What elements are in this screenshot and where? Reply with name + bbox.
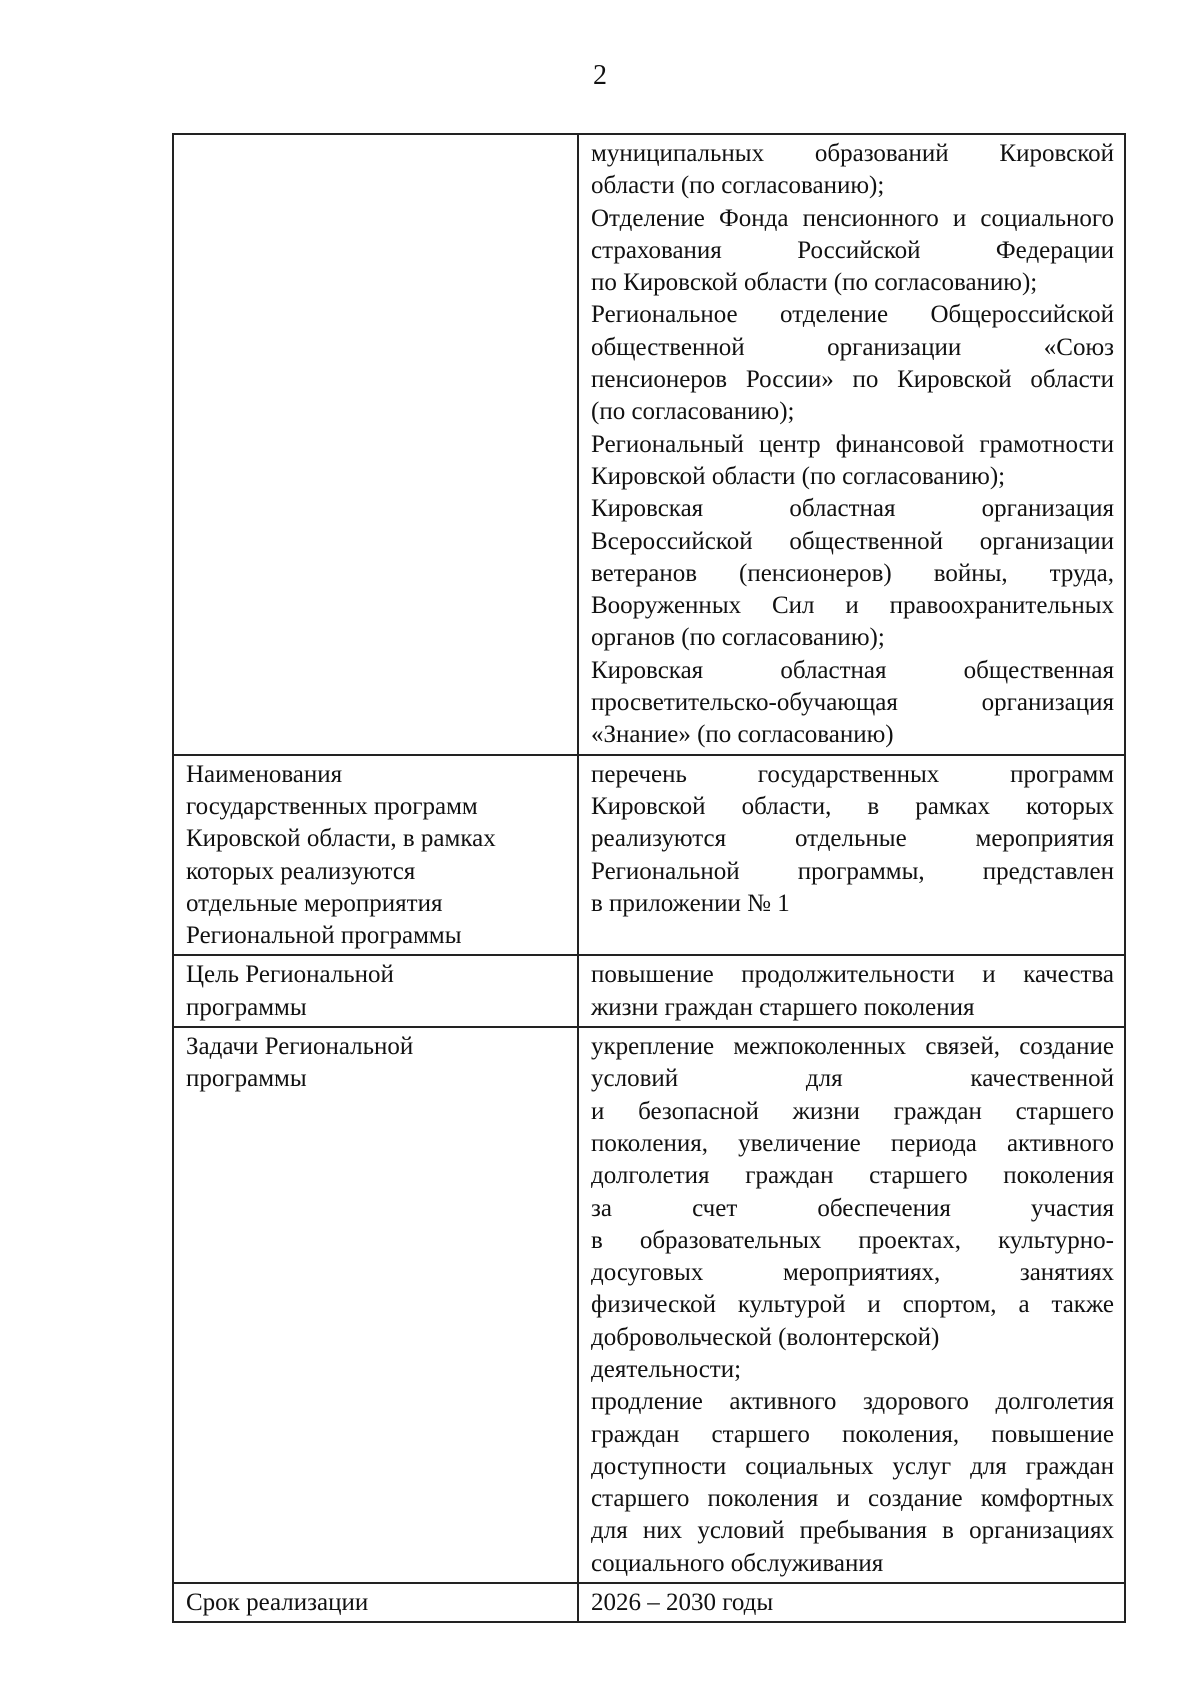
value-line: Региональный центр финансовой грамотности xyxy=(591,430,1114,458)
row-value-cell xyxy=(578,955,1125,1027)
value-line: 2026 – 2030 годы xyxy=(591,1589,774,1617)
row-value-cell xyxy=(578,755,1125,956)
value-line: муниципальных образований Кировской xyxy=(591,140,1114,167)
row-label-cell xyxy=(173,1027,578,1583)
value-line: Кировской области, в рамках которых xyxy=(591,792,1114,820)
value-line: продление активного здорового долголетия xyxy=(591,1388,1114,1416)
value-line: социального обслуживания xyxy=(591,1549,884,1577)
value-line: деятельности; xyxy=(591,1355,742,1383)
value-line: перечень государственных программ xyxy=(591,760,1114,788)
table-row xyxy=(173,1027,1125,1583)
table-row xyxy=(173,134,1125,755)
value-line: (по согласованию); xyxy=(591,398,795,426)
value-line: просветительско-обучающая организация xyxy=(591,689,1114,717)
value-line: пенсионеров России» по Кировской области xyxy=(591,366,1114,394)
value-line: для них условий пребывания в организациях xyxy=(591,1517,1114,1545)
value-line: «Знание» (по согласованию) xyxy=(591,721,894,749)
value-line: жизни граждан старшего поколения xyxy=(591,993,975,1021)
value-line: ветеранов (пенсионеров) войны, труда, xyxy=(591,559,1114,587)
table-row xyxy=(173,1583,1125,1622)
label-line: государственных программ xyxy=(186,792,478,820)
label-line: программы xyxy=(186,993,307,1021)
value-line: долголетия граждан старшего поколения xyxy=(591,1162,1114,1190)
value-line: и безопасной жизни граждан старшего xyxy=(591,1097,1114,1125)
page-number: 2 xyxy=(593,60,607,91)
row-value-cell xyxy=(578,1027,1125,1583)
program-passport-table xyxy=(172,133,1126,1623)
value-line: повышение продолжительности и качества xyxy=(591,961,1114,989)
value-line: в приложении № 1 xyxy=(591,889,790,917)
value-line: страхования Российской Федерации xyxy=(591,236,1114,264)
value-line: по Кировской области (по согласованию); xyxy=(591,269,1038,297)
label-line: Цель Региональной xyxy=(186,961,394,989)
value-line: условий для качественной xyxy=(591,1065,1114,1093)
value-line: за счет обеспечения участия xyxy=(591,1194,1114,1222)
value-line: граждан старшего поколения, повышение xyxy=(591,1420,1114,1448)
label-line: Наименования xyxy=(186,760,343,788)
label-line: Региональной программы xyxy=(186,922,462,950)
value-line: укрепление межпоколенных связей, создание xyxy=(591,1033,1114,1061)
value-line: Вооруженных Сил и правоохранительных xyxy=(591,592,1114,620)
value-line: области (по согласованию); xyxy=(591,172,885,200)
label-line: Срок реализации xyxy=(186,1589,369,1617)
value-line: досуговых мероприятиях, занятиях xyxy=(591,1259,1114,1287)
label-line: программы xyxy=(186,1065,307,1093)
value-line: Кировской области (по согласованию); xyxy=(591,462,1006,490)
row-value-cell xyxy=(578,1583,1125,1622)
value-line: поколения, увеличение периода активного xyxy=(591,1129,1114,1157)
value-line: органов (по согласованию); xyxy=(591,624,885,652)
row-label-cell xyxy=(173,1583,578,1622)
value-line: добровольческой (волонтерской) xyxy=(591,1323,940,1351)
row-label-cell xyxy=(173,134,578,755)
value-line: Региональное отделение Общероссийской xyxy=(591,301,1114,329)
value-line: старшего поколения и создание комфортных xyxy=(591,1485,1114,1513)
row-label-cell xyxy=(173,755,578,956)
label-line: Кировской области, в рамках xyxy=(186,825,496,853)
value-line: Кировская областная организация xyxy=(591,495,1114,523)
value-line: Всероссийской общественной организации xyxy=(591,527,1114,555)
value-line: физической культурой и спортом, а также xyxy=(591,1291,1114,1319)
label-line: отдельные мероприятия xyxy=(186,889,443,917)
label-line: Задачи Региональной xyxy=(186,1033,414,1061)
value-line: доступности социальных услуг для граждан xyxy=(591,1452,1114,1480)
label-line: которых реализуются xyxy=(186,857,416,885)
value-line: реализуются отдельные мероприятия xyxy=(591,825,1114,853)
table-row xyxy=(173,755,1125,956)
value-line: Кировская областная общественная xyxy=(591,656,1114,684)
value-line: Региональной программы, представлен xyxy=(591,857,1114,885)
row-label-cell xyxy=(173,955,578,1027)
value-line: Отделение Фонда пенсионного и социального xyxy=(591,204,1114,232)
row-value-cell xyxy=(578,134,1125,755)
value-line: в образовательных проектах, культурно- xyxy=(591,1226,1114,1254)
passport-table-body xyxy=(173,134,1125,1622)
table-row xyxy=(173,955,1125,1027)
value-line: общественной организации «Союз xyxy=(591,333,1114,361)
